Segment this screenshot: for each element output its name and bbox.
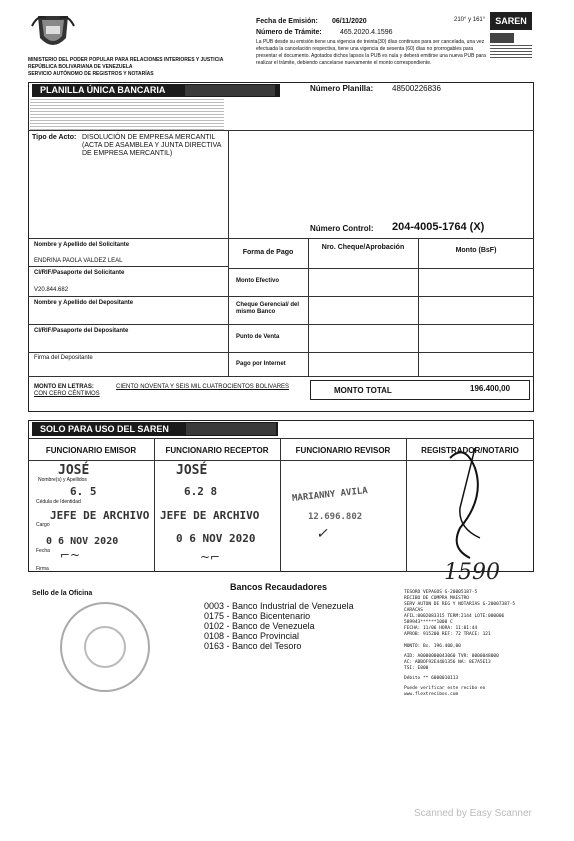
redaction-blur xyxy=(186,423,276,435)
saren-logo xyxy=(490,12,532,74)
receipt-line: 589943******1008 C xyxy=(404,620,453,625)
rule xyxy=(228,130,229,238)
corner-code: 210° y 161° xyxy=(454,17,486,23)
revisor-ci-stamp: 12.696.802 xyxy=(308,512,363,522)
cirif-depositante-label: CI/RIF/Pasaporte del Depositante xyxy=(34,328,129,334)
receipt-line: AC: ABBOF92E4401356 NA: 8E7A5E13 xyxy=(404,660,491,665)
receipt-line: Débito ** 6000010113 xyxy=(404,676,459,681)
monto-letras-value: CIENTO NOVENTA Y SEIS MIL CUATROCIENTOS BOLIVARES CON CERO CÉNTIMOS xyxy=(34,384,290,397)
monto-letras-label: MONTO EN LETRAS: xyxy=(34,384,94,390)
bank-item: 0003 - Banco Industrial de Venezuela xyxy=(204,601,354,611)
sello-label: Sello de la Oficina xyxy=(32,590,93,597)
ministry-line-2: REPÚBLICA BOLIVARIANA DE VENEZUELA xyxy=(28,64,133,70)
col-forma-pago: Forma de Pago xyxy=(242,249,294,256)
rule xyxy=(28,130,534,131)
rule xyxy=(228,352,534,353)
receptor-name-stamp: JOSÉ xyxy=(176,463,208,478)
registrador-signature xyxy=(430,438,510,568)
solicitante-value: ENDRINA PAOLA VALDEZ LEAL xyxy=(34,258,123,264)
row-efectivo: Monto Efectivo xyxy=(236,278,279,284)
col-nro-cheque: Nro. Cheque/Aprobación xyxy=(321,244,405,251)
row-punto-venta: Punto de Venta xyxy=(236,334,280,340)
bank-item: 0102 - Banco de Venezuela xyxy=(204,621,315,631)
rule xyxy=(154,438,155,572)
issue-date-label: Fecha de Emisión: xyxy=(256,18,318,25)
emisor-signature: ⌐~ xyxy=(60,548,81,562)
solicitante-label: Nombre y Apellido del Solicitante xyxy=(34,242,130,248)
hatch-block xyxy=(30,98,224,130)
tipo-acto-label: Tipo de Acto: xyxy=(32,134,77,141)
bank-item: 0163 - Banco del Tesoro xyxy=(204,641,302,651)
revisor-signature: ✓ xyxy=(316,526,328,542)
rule xyxy=(28,296,228,297)
row-internet: Pago por Internet xyxy=(236,361,286,367)
receipt-line: TSI: E800 xyxy=(404,666,429,671)
receptor-cargo-stamp: JEFE DE ARCHIVO xyxy=(160,509,260,522)
rule xyxy=(228,324,534,325)
rule xyxy=(418,238,419,376)
cedula-label: Cédula de Identidad xyxy=(36,499,81,505)
receipt-line: AID: A0000000043060 TVR: 0000048000 xyxy=(404,654,499,659)
rule xyxy=(228,268,534,269)
scanner-watermark: Scanned by Easy Scanner xyxy=(414,808,532,819)
rule xyxy=(406,438,407,572)
saren-logo-text: SAREN xyxy=(490,12,532,30)
emisor-date-stamp: 0 6 NOV 2020 xyxy=(46,536,119,547)
col-monto: Monto (BsF) xyxy=(455,247,497,254)
numero-planilla-value: 48500226836 xyxy=(392,84,441,93)
control-label: Número Control: xyxy=(310,224,374,233)
receptor-ci-stamp: 6.2 8 xyxy=(184,485,218,498)
numero-planilla-label: Número Planilla: xyxy=(310,84,374,93)
rule xyxy=(28,266,228,267)
rule xyxy=(28,376,534,377)
coat-of-arms-logo xyxy=(28,12,78,54)
monto-total-value: 196.400,00 xyxy=(470,384,511,393)
rule xyxy=(28,238,534,239)
emisor-name-stamp: JOSÉ xyxy=(58,463,90,478)
issue-date-value: 06/11/2020 xyxy=(332,18,367,25)
receipt-line: APROB: 915200 REF: 72 TRACE: 121 xyxy=(404,632,491,637)
emisor-ci-stamp: 6. 5 xyxy=(70,485,97,498)
monto-total-label: MONTO TOTAL xyxy=(334,386,392,395)
tipo-acto-value: DISOLUCIÓN DE EMPRESA MERCANTIL (ACTA DE ASAMBLEA Y JUNTA DIRECTIVA DE EMPRESA MERCANTIL) xyxy=(82,134,222,157)
receipt-line: Puede verificar este recibo en xyxy=(404,686,486,691)
rule xyxy=(308,238,309,376)
validity-notice: La PUB desde su emisión tiene una vigencia de treinta(30) días continuos para ser cancelada, una vez efectuada la cancelación respectiva, tiene una vigencia de sesenta (60) días no prorrogables para presentar el documento. Agotados dichos lapsos la PUB es nula y deberá emitirse una nueva PUB para realizar el trámite, debiendo cancelarse nuevamente el monto correspondiente. xyxy=(256,39,486,66)
cirif-solicitante-value: V20.844.682 xyxy=(34,287,69,293)
col-emisor: FUNCIONARIO EMISOR xyxy=(45,446,137,455)
redaction-blur xyxy=(185,85,275,96)
firma-depositante-label: Firma del Depositante xyxy=(34,355,93,361)
receptor-signature: ~⌐ xyxy=(200,550,221,564)
cargo-label: Cargo xyxy=(36,522,50,528)
tramite-label: Número de Trámite: xyxy=(256,29,322,36)
rule xyxy=(228,296,534,297)
fecha-label: Fecha xyxy=(36,548,50,554)
receipt-line: TESORO VEPAGOS G-20005187-5 xyxy=(404,590,478,595)
bank-item: 0175 - Banco Bicentenario xyxy=(204,611,311,621)
receipt-line: FECHA: 11/06 HORA: 11:01:44 xyxy=(404,626,478,631)
rule xyxy=(280,438,281,572)
rule xyxy=(228,238,229,376)
row-cheque: Cheque Gerencial/ del mismo Banco xyxy=(236,302,300,315)
control-value: 204-4005-1764 (X) xyxy=(392,221,485,233)
ministry-line-3: SERVICIO AUTÓNOMO DE REGISTROS Y NOTARÍAS xyxy=(28,71,154,77)
ministry-line-1: MINISTERIO DEL PODER POPULAR PARA RELACIONES INTERIORES Y JUSTICIA xyxy=(28,57,224,63)
revisor-name-stamp: MARIANNY AVILA xyxy=(291,486,369,504)
receipt-handwritten-number: 1590 xyxy=(444,560,500,585)
rule xyxy=(28,352,228,353)
col-registrador: REGISTRADOR/NOTARIO xyxy=(421,446,519,455)
emisor-cargo-stamp: JEFE DE ARCHIVO xyxy=(50,509,150,522)
receipt-line: RECIBO DE COMPRA MAESTRO xyxy=(404,596,470,601)
receipt-line: www.flextrecibos.com xyxy=(404,692,459,697)
tramite-value: 465.2020.4.1596 xyxy=(340,29,393,36)
receptor-date-stamp: 0 6 NOV 2020 xyxy=(176,532,256,545)
rule xyxy=(28,324,228,325)
firma-label: Firma xyxy=(36,566,49,572)
receipt-line: SERV AUTON DE REG Y NOTARIAS G-20007387-5 xyxy=(404,602,516,607)
col-revisor: FUNCIONARIO REVISOR xyxy=(295,446,391,455)
receipt-line: MONTO: Bs. 196.400,00 xyxy=(404,644,461,649)
office-seal xyxy=(60,602,150,692)
receipt-lines xyxy=(404,590,554,698)
cirif-solicitante-label: CI/RIF/Pasaporte del Solicitante xyxy=(34,270,125,276)
planilla-title: PLANILLA ÚNICA BANCARIA xyxy=(40,85,166,95)
nombre-label: Nombre(s) y Apellidos xyxy=(38,477,87,483)
col-receptor: FUNCIONARIO RECEPTOR xyxy=(165,446,269,455)
bank-item: 0108 - Banco Provincial xyxy=(204,631,300,641)
receipt-line: CARACAS xyxy=(404,608,423,613)
banks-title: Bancos Recaudadores xyxy=(230,582,328,592)
saren-use-title: SOLO PARA USO DEL SAREN xyxy=(40,424,169,434)
receipt-line: AFIL:0002083315 TERM:2144 LOTE:000006 xyxy=(404,614,505,619)
depositante-label: Nombre y Apellido del Depositante xyxy=(34,300,134,306)
